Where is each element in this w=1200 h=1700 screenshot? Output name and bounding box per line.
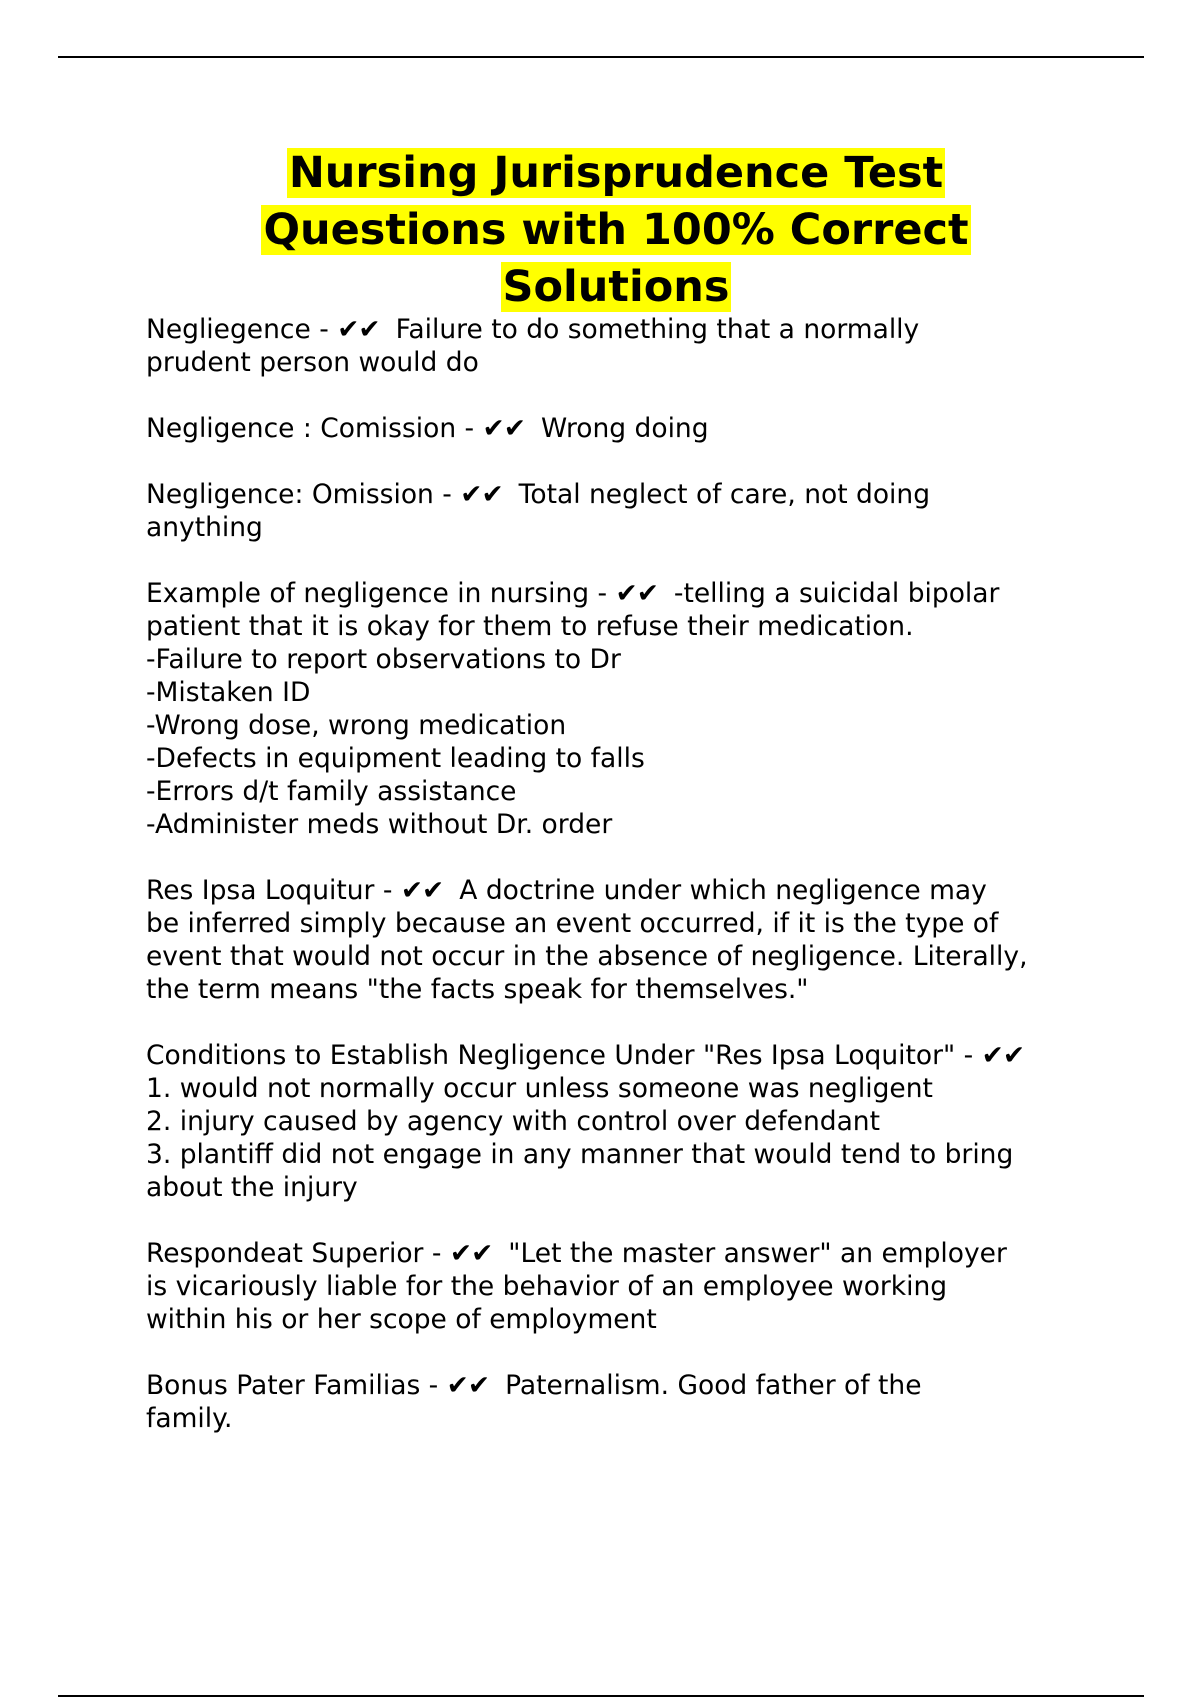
- qa-first-line: [146, 1369, 1106, 1402]
- check-mark-icon: ✔✔: [337, 314, 380, 345]
- qa-term: Negligence : Comission -: [146, 413, 483, 444]
- qa-entry: [146, 412, 1106, 445]
- check-mark-icon: ✔✔: [449, 1238, 493, 1269]
- title-line-2: Questions with 100% Correct: [263, 205, 969, 255]
- qa-answer-line: family.: [146, 1403, 233, 1434]
- qa-answer-line: patient that it is okay for them to refuse their medication.: [146, 611, 914, 642]
- qa-entry: [146, 874, 1106, 1006]
- qa-answer-line: about the injury: [146, 1172, 358, 1203]
- qa-first-line: [146, 412, 1106, 445]
- check-mark-icon: ✔✔: [482, 413, 525, 444]
- document-body: [146, 313, 1106, 1468]
- title-line-3: Solutions: [502, 262, 730, 312]
- qa-first-line: [146, 874, 1106, 907]
- qa-answer-line: within his or her scope of employment: [146, 1304, 657, 1335]
- qa-term: Respondeat Superior -: [146, 1238, 450, 1269]
- qa-answer: Total neglect of care, not doing: [518, 479, 931, 510]
- qa-entry: [146, 577, 1106, 841]
- qa-entry: [146, 1237, 1106, 1336]
- qa-term: Example of negligence in nursing -: [146, 578, 616, 609]
- qa-first-line: [146, 478, 1106, 511]
- qa-answer-line: -Mistaken ID: [146, 677, 311, 708]
- qa-answer-line: 3. plantiff did not engage in any manner that would tend to bring: [146, 1139, 1014, 1170]
- qa-answer: "Let the master answer" an employer: [508, 1238, 1007, 1269]
- qa-term: Negliegence -: [146, 314, 338, 345]
- qa-answer-line: the term means "the facts speak for themselves.": [146, 974, 809, 1005]
- qa-answer-line: -Failure to report observations to Dr: [146, 644, 621, 675]
- qa-answer-line: be inferred simply because an event occurred, if it is the type of: [146, 908, 999, 939]
- qa-answer: Wrong doing: [540, 413, 709, 444]
- qa-answer: Failure to do something that a normally: [395, 314, 920, 345]
- qa-first-line: [146, 577, 1106, 610]
- page-title: [100, 145, 1132, 316]
- qa-answer-line: -Defects in equipment leading to falls: [146, 743, 645, 774]
- qa-first-line: [146, 1039, 1106, 1072]
- check-mark-icon: ✔✔: [460, 479, 503, 510]
- qa-answer-line: event that would not occur in the absence of negligence. Literally,: [146, 941, 1028, 972]
- check-mark-icon: ✔✔: [446, 1370, 490, 1401]
- qa-answer-line: -Administer meds without Dr. order: [146, 809, 613, 840]
- check-mark-icon: ✔✔: [615, 578, 658, 609]
- qa-answer-line: -Errors d/t family assistance: [146, 776, 517, 807]
- qa-answer-line: 1. would not normally occur unless someone was negligent: [146, 1073, 933, 1104]
- qa-answer: A doctrine under which negligence may: [459, 875, 987, 906]
- footer-rule: [58, 1695, 1144, 1697]
- qa-term: Res Ipsa Loquitur -: [146, 875, 401, 906]
- qa-first-line: [146, 1237, 1106, 1270]
- qa-entry: [146, 478, 1106, 544]
- qa-term: Negligence: Omission -: [146, 479, 461, 510]
- qa-answer-line: anything: [146, 512, 263, 543]
- qa-entry: [146, 313, 1106, 379]
- header-rule: [58, 56, 1144, 58]
- qa-answer: Paternalism. Good father of the: [505, 1370, 922, 1401]
- qa-term: Bonus Pater Familias -: [146, 1370, 447, 1401]
- check-mark-icon: ✔✔: [400, 875, 444, 906]
- qa-answer-line: is vicariously liable for the behavior of an employee working: [146, 1271, 948, 1302]
- qa-entry: [146, 1369, 1106, 1435]
- qa-answer: -telling a suicidal bipolar: [673, 578, 1000, 609]
- qa-answer-line: 2. injury caused by agency with control over defendant: [146, 1106, 880, 1137]
- check-mark-icon: ✔✔: [981, 1040, 1025, 1071]
- qa-entry: [146, 1039, 1106, 1204]
- qa-answer-line: prudent person would do: [146, 347, 479, 378]
- qa-first-line: [146, 313, 1106, 346]
- qa-term: Conditions to Establish Negligence Under "Res Ipsa Loquitor" -: [146, 1040, 982, 1071]
- qa-answer-line: -Wrong dose, wrong medication: [146, 710, 567, 741]
- title-line-1: Nursing Jurisprudence Test: [288, 148, 944, 198]
